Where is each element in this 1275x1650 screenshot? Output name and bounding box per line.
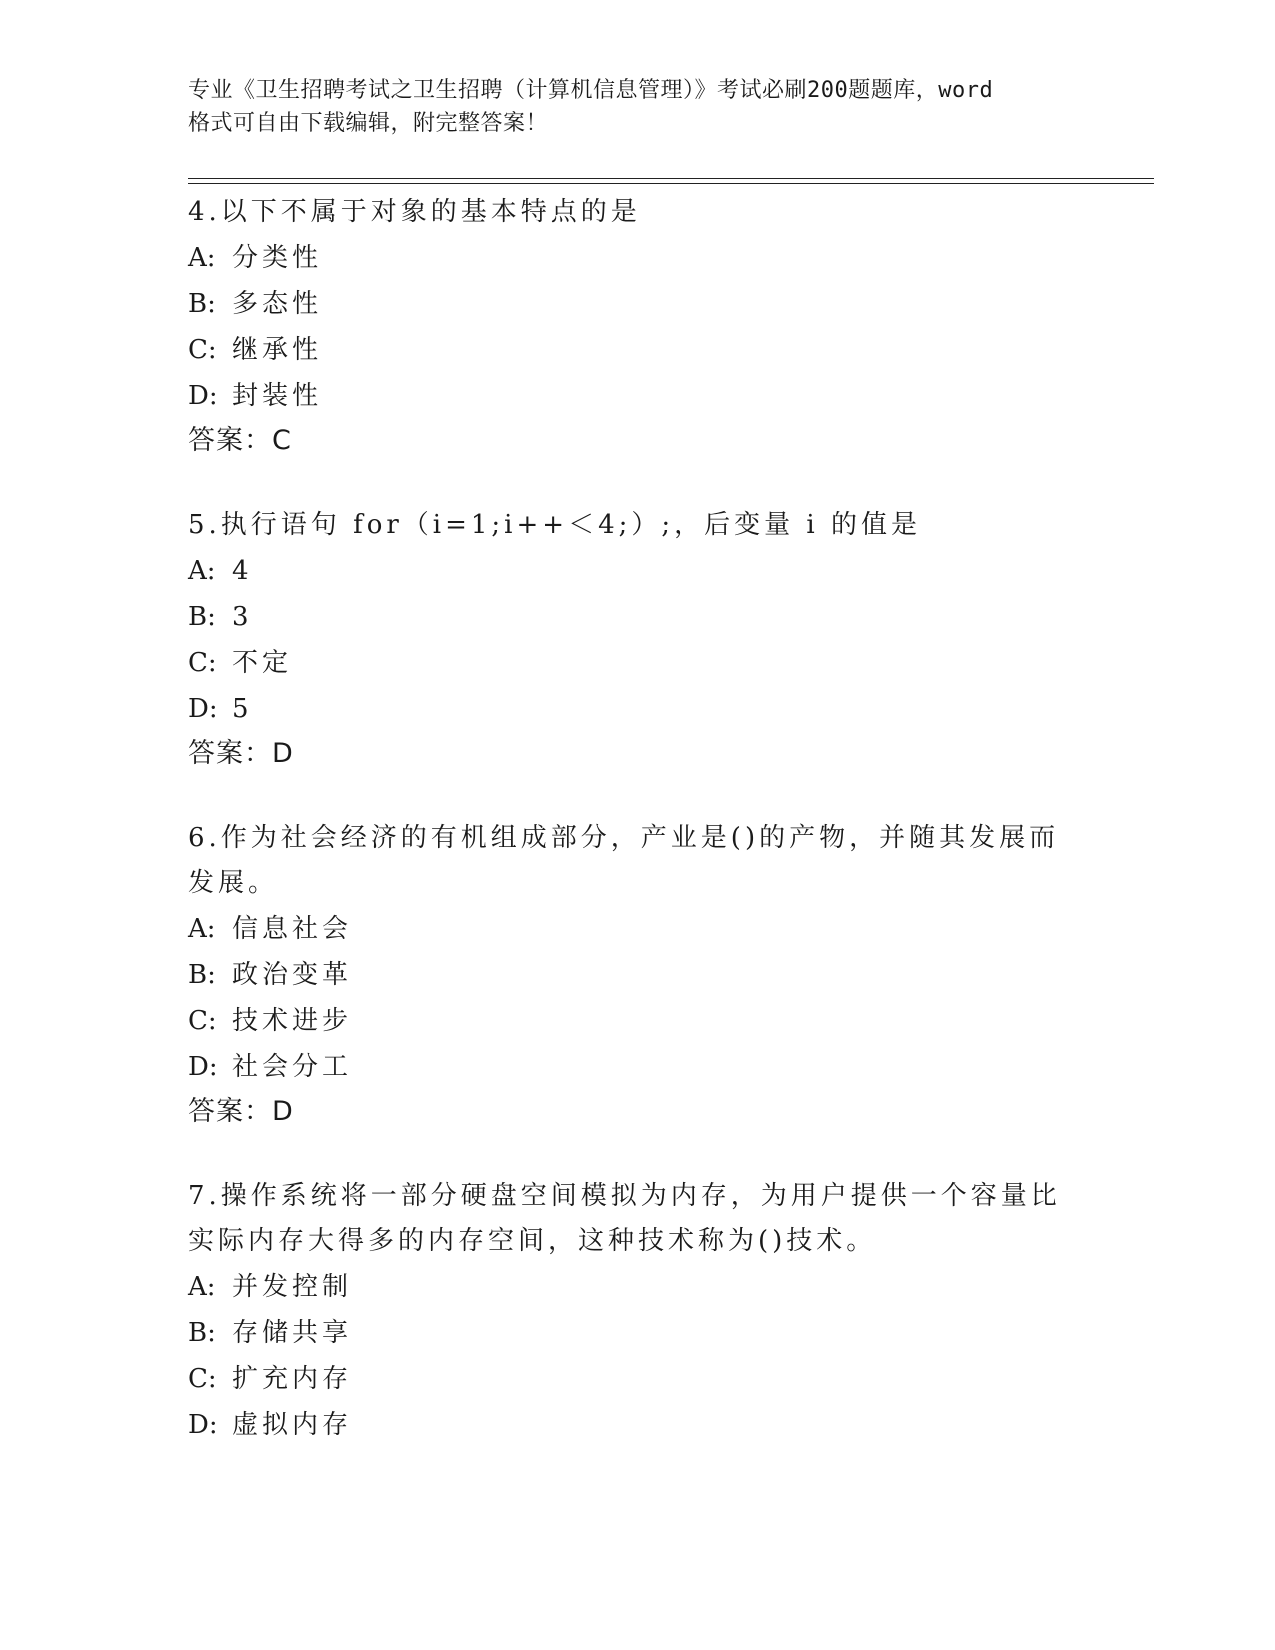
option-text: 分类性 xyxy=(232,243,323,273)
option-key: A: xyxy=(188,556,216,586)
option-b xyxy=(188,952,1088,998)
option-key: C: xyxy=(188,1364,217,1394)
option-text: 继承性 xyxy=(232,335,323,365)
option-a xyxy=(188,235,1088,281)
option-text: 社会分工 xyxy=(232,1052,353,1082)
option-c xyxy=(188,327,1088,373)
option-key: C: xyxy=(188,648,217,678)
option-text: 5 xyxy=(232,694,253,724)
header-divider-bottom xyxy=(188,183,1154,184)
answer-line: 答案：C xyxy=(188,425,292,456)
option-text: 并发控制 xyxy=(232,1272,353,1302)
document-header xyxy=(188,74,1088,140)
option-key: D: xyxy=(188,1410,218,1440)
option-text: 多态性 xyxy=(232,289,323,319)
question-stem: 6.作为社会经济的有机组成部分，产业是()的产物，并随其发展而发展。 xyxy=(188,823,1060,898)
option-key: B: xyxy=(188,1318,216,1348)
option-key: B: xyxy=(188,602,216,632)
option-b xyxy=(188,281,1088,327)
option-key: B: xyxy=(188,289,216,319)
header-line-1: 专业《卫生招聘考试之卫生招聘（计算机信息管理）》考试必刷200题题库，word xyxy=(188,78,994,103)
header-line-2: 格式可自由下载编辑，附完整答案！ xyxy=(188,111,549,136)
option-key: D: xyxy=(188,1052,218,1082)
option-d xyxy=(188,1044,1088,1090)
option-text: 不定 xyxy=(232,648,293,678)
question-7 xyxy=(188,1174,1088,1448)
option-text: 政治变革 xyxy=(232,960,353,990)
option-c xyxy=(188,998,1088,1044)
option-text: 技术进步 xyxy=(232,1006,353,1036)
question-stem: 7.操作系统将一部分硬盘空间模拟为内存，为用户提供一个容量比实际内存大得多的内存空间，这种技术称为()技术。 xyxy=(188,1181,1061,1256)
option-key: C: xyxy=(188,1006,217,1036)
option-text: 扩充内存 xyxy=(232,1364,353,1394)
header-divider-top xyxy=(188,178,1154,179)
option-text: 存储共享 xyxy=(232,1318,353,1348)
option-key: D: xyxy=(188,694,218,724)
option-key: D: xyxy=(188,381,218,411)
option-key: A: xyxy=(188,1272,216,1302)
option-key: A: xyxy=(188,914,216,944)
option-text: 封装性 xyxy=(232,381,323,411)
option-a xyxy=(188,548,1088,594)
option-text: 3 xyxy=(232,602,253,632)
option-key: A: xyxy=(188,243,216,273)
option-c xyxy=(188,640,1088,686)
answer-line: 答案：D xyxy=(188,738,294,769)
option-a xyxy=(188,1264,1088,1310)
option-b xyxy=(188,594,1088,640)
answer-line: 答案：D xyxy=(188,1096,294,1127)
option-text: 信息社会 xyxy=(232,914,353,944)
option-d xyxy=(188,1402,1088,1448)
option-key: B: xyxy=(188,960,216,990)
question-list xyxy=(188,190,1088,1448)
question-4 xyxy=(188,190,1088,463)
option-b xyxy=(188,1310,1088,1356)
option-a xyxy=(188,906,1088,952)
option-key: C: xyxy=(188,335,217,365)
question-stem: 4.以下不属于对象的基本特点的是 xyxy=(188,197,641,227)
option-d xyxy=(188,373,1088,419)
option-c xyxy=(188,1356,1088,1402)
option-text: 虚拟内存 xyxy=(232,1410,353,1440)
question-6 xyxy=(188,816,1088,1134)
option-text: 4 xyxy=(232,556,253,586)
option-d xyxy=(188,686,1088,732)
question-5 xyxy=(188,503,1088,776)
question-stem: 5.执行语句 for（i=1;i++＜4;）;，后变量 i 的值是 xyxy=(188,510,921,540)
